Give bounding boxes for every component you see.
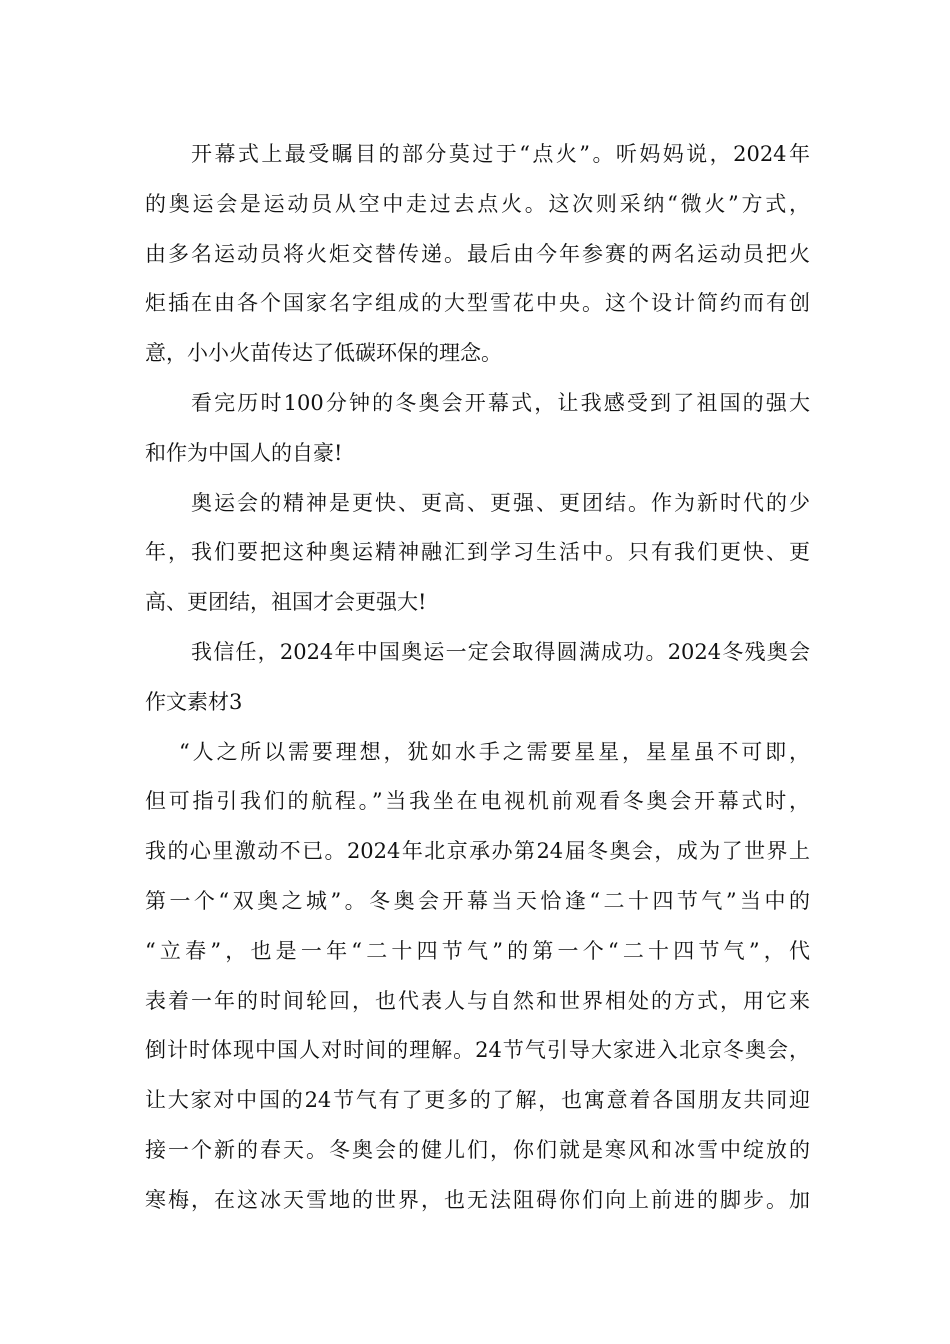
essay-body [145,130,810,1226]
text-line: 倒计时体现中国人对时间的理解。24节气引导大家进入北京冬奥会， [145,1038,810,1063]
text-line: 年，我们要把这种奥运精神融汇到学习生活中。只有我们更快、更 [145,540,810,565]
text-line: 由多名运动员将火炬交替传递。最后由今年参赛的两名运动员把火 [145,241,810,266]
text-line: 接一个新的春天。冬奥会的健儿们，你们就是寒风和冰雪中绽放的 [145,1137,810,1162]
text-line: “立春”，也是一年“二十四节气”的第一个“二十四节气”，代 [145,938,810,963]
text-line: 开幕式上最受瞩目的部分莫过于“点火”。听妈妈说，2024年 [191,142,810,166]
text-line: 的奥运会是运动员从空中走过去点火。这次则采纳“微火”方式， [145,191,810,216]
text-line: 高、更团结，祖国才会更强大! [145,590,427,615]
text-line: 奥运会的精神是更快、更高、更强、更团结。作为新时代的少 [191,490,810,515]
text-line: 第一个“双奥之城”。冬奥会开幕当天恰逢“二十四节气”当中的 [145,888,810,913]
text-line: 和作为中国人的自豪! [145,440,343,465]
text-line: 但可指引我们的航程。”当我坐在电视机前观看冬奥会开幕式时， [145,789,810,814]
text-line: 作文素材3 [145,689,243,714]
text-line: 意，小小火苗传达了低碳环保的理念。 [145,341,502,366]
text-line: 炬插在由各个国家名字组成的大型雪花中央。这个设计简约而有创 [145,291,810,316]
text-line: 表着一年的时间轮回，也代表人与自然和世界相处的方式，用它来 [145,988,810,1013]
text-line: 寒梅，在这冰天雪地的世界，也无法阻碍你们向上前进的脚步。加 [145,1187,810,1212]
text-line: 我信任，2024年中国奥运一定会取得圆满成功。2024冬残奥会 [191,639,810,664]
text-line: 看完历时100分钟的冬奥会开幕式，让我感受到了祖国的强大 [191,390,810,415]
text-line: 我的心里激动不已。2024年北京承办第24届冬奥会，成为了世界上 [145,839,810,864]
text-line: “人之所以需要理想，犹如水手之需要星星，星星虽不可即， [179,739,810,764]
text-line: 让大家对中国的24节气有了更多的了解，也寓意着各国朋友共同迎 [145,1088,810,1113]
